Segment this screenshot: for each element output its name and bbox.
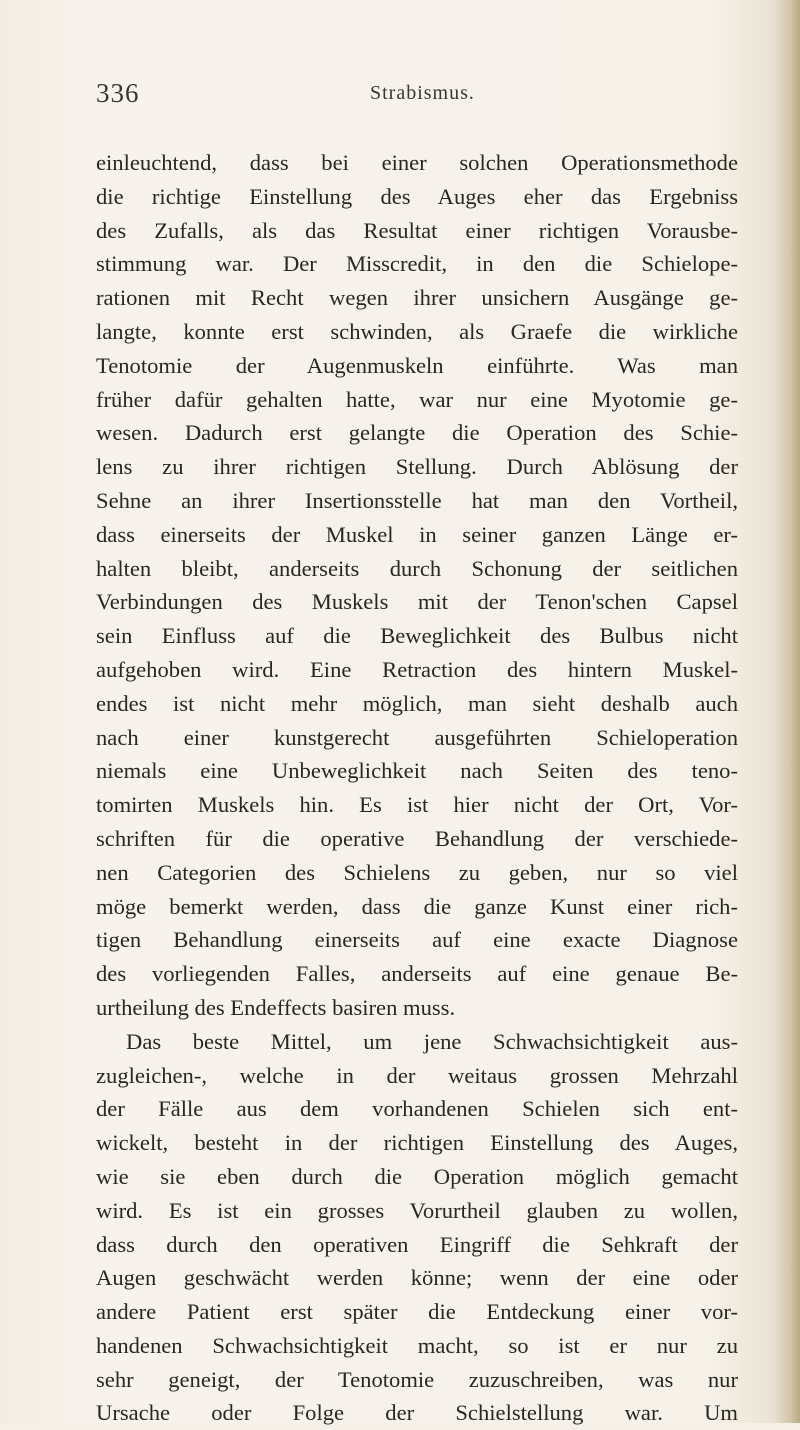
text-line: Sehne an ihrer Insertionsstelle hat man den Vortheil, <box>96 487 738 513</box>
text-line: wesen. Dadurch erst gelangte die Operation des Schie- <box>96 420 738 446</box>
text-line: handenen Schwachsichtigkeit macht, so ist er nur zu <box>96 1332 738 1358</box>
text-line: sein Einfluss auf die Beweglichkeit des Bulbus nicht <box>96 623 738 649</box>
body-text <box>96 146 738 1430</box>
text-line: andere Patient erst später die Entdeckung einer vor- <box>96 1299 738 1325</box>
text-line: dass einerseits der Muskel in seiner ganzen Länge er- <box>96 521 738 547</box>
text-line: Tenotomie der Augenmuskeln einführte. Was man <box>96 352 738 378</box>
text-line: Augen geschwächt werden könne; wenn der eine oder <box>96 1265 738 1291</box>
text-line: möge bemerkt werden, dass die ganze Kunst einer rich- <box>96 893 738 919</box>
text-line: des vorliegenden Falles, anderseits auf eine genaue Be- <box>96 961 738 987</box>
text-line: langte, konnte erst schwinden, als Graefe die wirkliche <box>96 318 738 344</box>
text-line: schriften für die operative Behandlung der verschiede- <box>96 825 738 851</box>
text-line: die richtige Einstellung des Auges eher das Ergebniss <box>96 183 738 209</box>
paragraph-first-line: Das beste Mittel, um jene Schwachsichtigkeit aus- <box>126 1028 738 1054</box>
text-line: sehr geneigt, der Tenotomie zuzuschreiben, was nur <box>96 1366 738 1392</box>
text-line: der Fälle aus dem vorhandenen Schielen sich ent- <box>96 1096 738 1122</box>
paragraph-last-line: urtheilung des Endeffects basiren muss. <box>96 994 456 1020</box>
text-line: des Zufalls, als das Resultat einer richtigen Vorausbe- <box>96 217 738 243</box>
text-line: aufgehoben wird. Eine Retraction des hintern Muskel- <box>96 656 738 682</box>
page-number: 336 <box>96 78 140 108</box>
text-line: lens zu ihrer richtigen Stellung. Durch Ablösung der <box>96 454 738 480</box>
text-line: nach einer kunstgerecht ausgeführten Schieloperation <box>96 724 738 750</box>
text-line: tomirten Muskels hin. Es ist hier nicht der Ort, Vor- <box>96 792 738 818</box>
text-line: stimmung war. Der Misscredit, in den die Schielope- <box>96 251 738 277</box>
page-header <box>96 78 756 118</box>
text-line: halten bleibt, anderseits durch Schonung der seitlichen <box>96 555 738 581</box>
text-line: wickelt, besteht in der richtigen Einstellung des Auges, <box>96 1130 738 1156</box>
text-line: dass durch den operativen Eingriff die Sehkraft der <box>96 1231 738 1257</box>
text-line: niemals eine Unbeweglichkeit nach Seiten des teno- <box>96 758 738 784</box>
running-title: Strabismus. <box>370 82 475 104</box>
text-line: zugleichen-, welche in der weitaus grossen Mehrzahl <box>96 1062 738 1088</box>
text-line: einleuchtend, dass bei einer solchen Operationsmethode <box>96 150 738 175</box>
text-line: früher dafür gehalten hatte, war nur eine Myotomie ge- <box>96 386 738 412</box>
page-edge-shadow <box>774 0 800 1423</box>
text-line: rationen mit Recht wegen ihrer unsichern Ausgänge ge- <box>96 285 738 311</box>
text-line: wie sie eben durch die Operation möglich gemacht <box>96 1163 738 1189</box>
text-line: endes ist nicht mehr möglich, man sieht deshalb auch <box>96 690 738 716</box>
text-line: wird. Es ist ein grosses Vorurtheil glauben zu wollen, <box>96 1197 738 1223</box>
text-line: tigen Behandlung einerseits auf eine exacte Diagnose <box>96 927 738 953</box>
text-line: nen Categorien des Schielens zu geben, nur so viel <box>96 859 738 885</box>
text-line: Verbindungen des Muskels mit der Tenon'schen Capsel <box>96 589 738 615</box>
text-line: Ursache oder Folge der Schielstellung war. Um <box>96 1400 738 1426</box>
